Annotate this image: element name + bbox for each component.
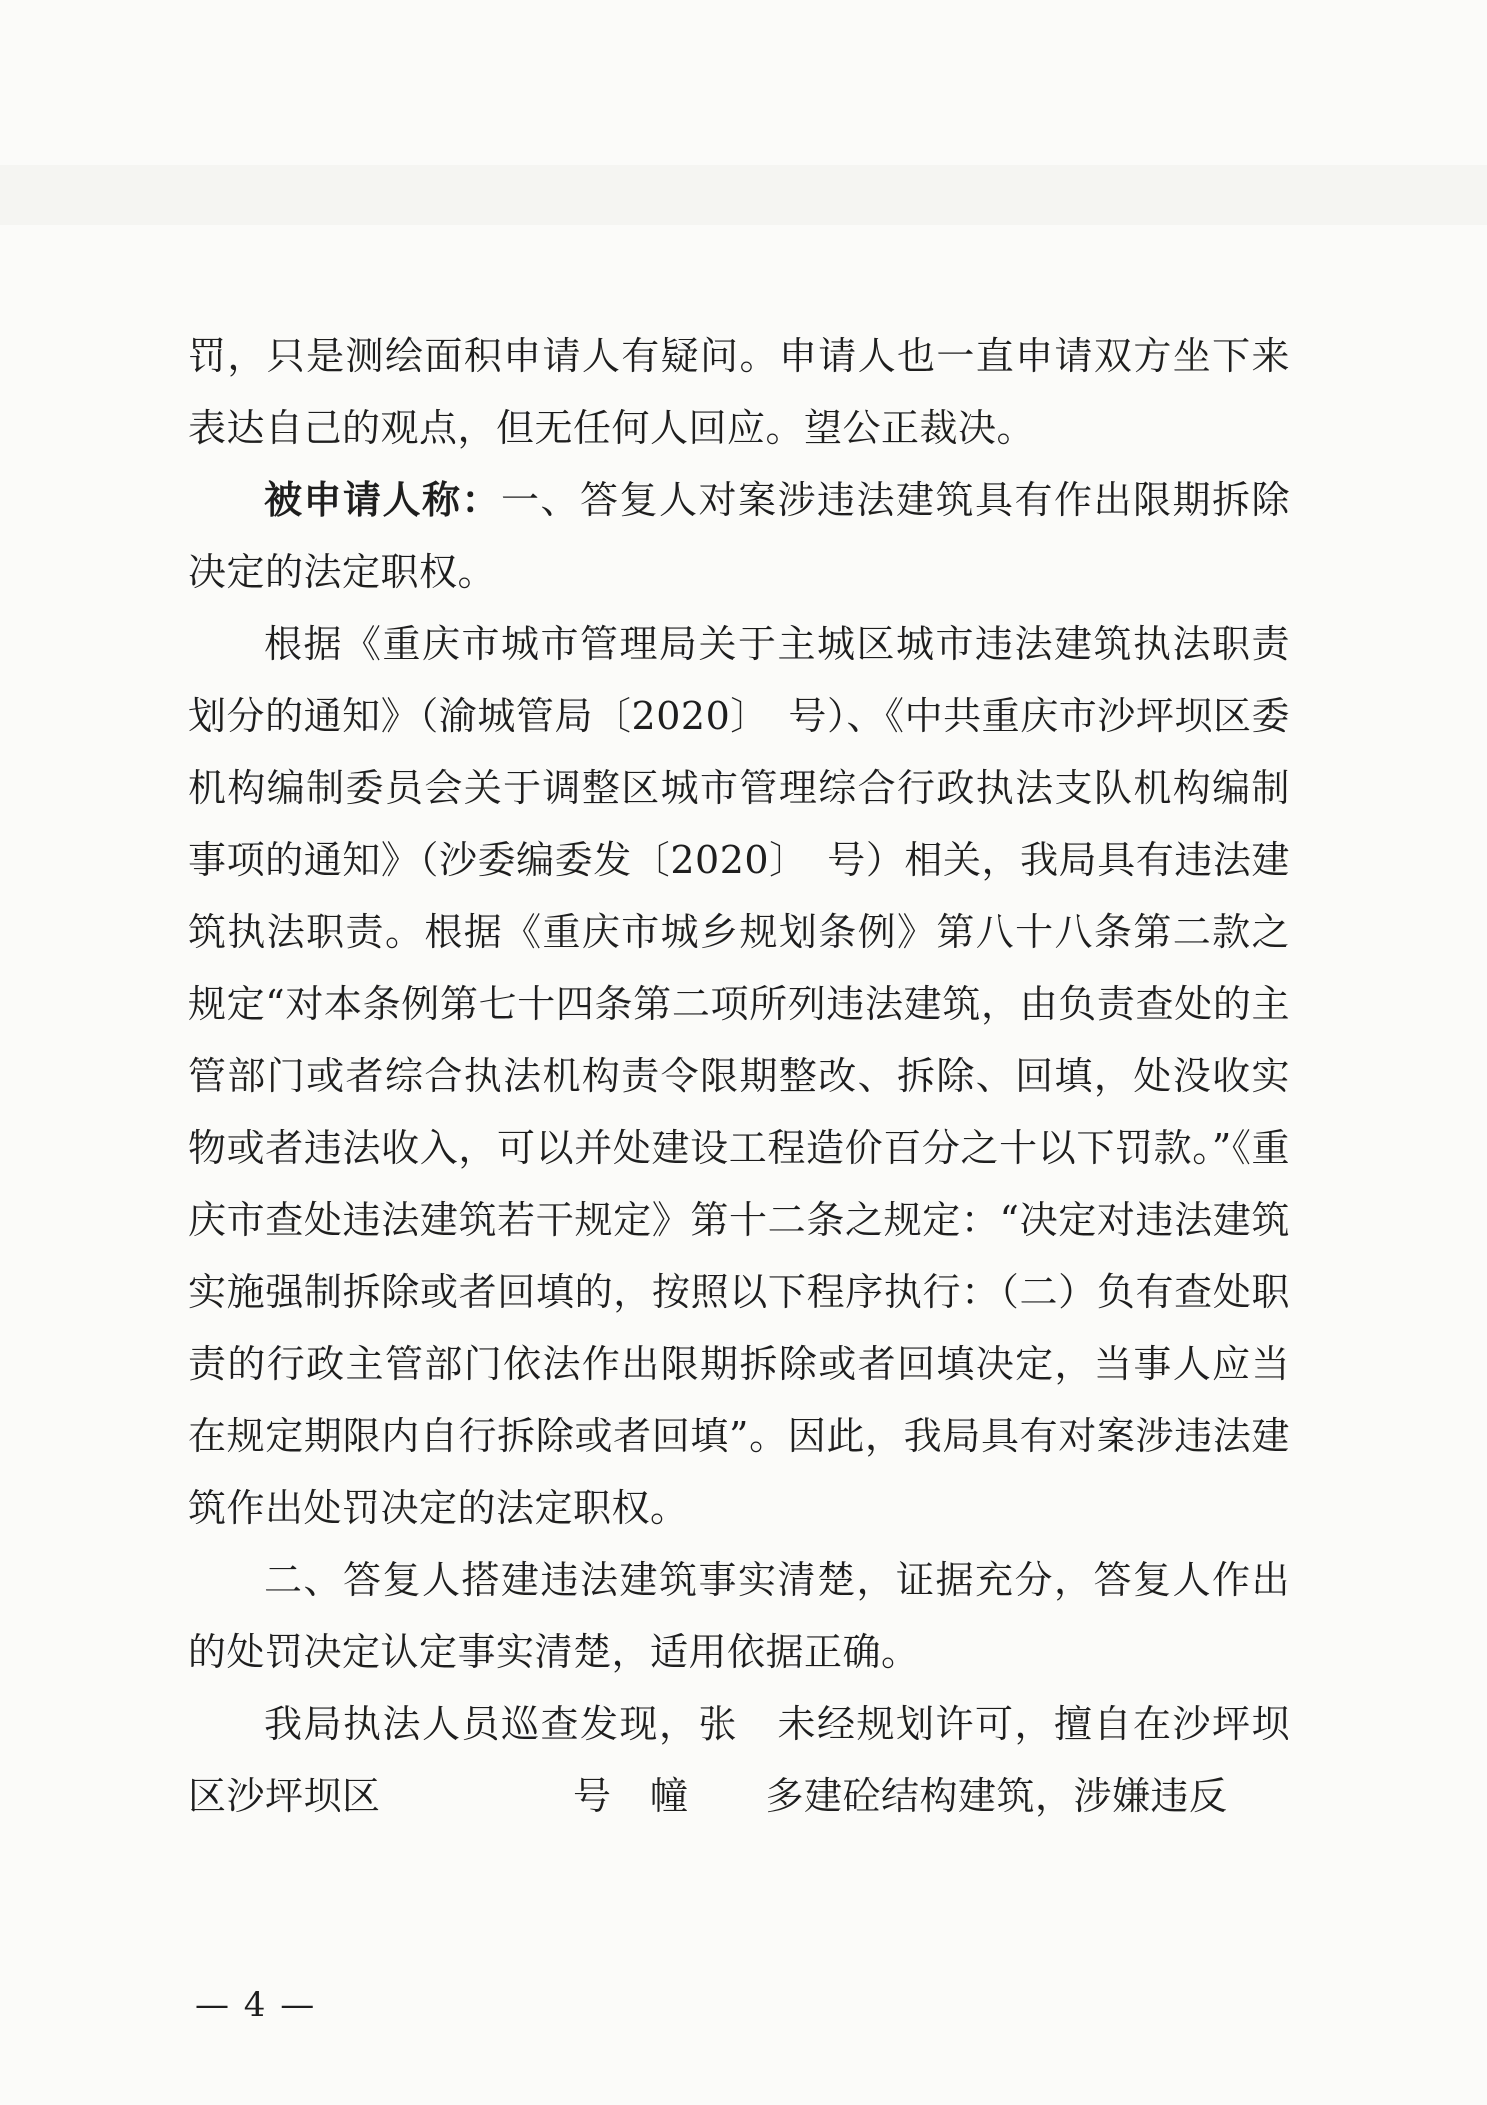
paragraph-text: 罚，只是测绘面积申请人有疑问。申请人也一直申请双方坐下来表达自己的观点，但无任何人回应。望公正裁决。 xyxy=(188,334,1290,450)
document-body xyxy=(188,320,1290,1832)
paragraph-text: 一、答复人对案涉违法建筑具有作出限期拆除决定的法定职权。 xyxy=(188,478,1290,594)
paragraph-lead: 被申请人称： xyxy=(264,478,501,522)
paragraph-inspection-finding xyxy=(188,1688,1290,1832)
paragraph-legal-basis xyxy=(188,608,1290,1544)
paragraph-text: 根据《重庆市城市管理局关于主城区城市违法建筑执法职责划分的通知》（渝城管局〔2020〕 号）、《中共重庆市沙坪坝区委机构编制委员会关于调整区城市管理综合行政执法支队机构编制事项的通知》（沙委编委发〔2020〕 号）相关，我局具有违法建筑执法职责。根据《重庆市城乡规划条例》第八十八条第二款之规定“对本条例第七十四条第二项所列违法建筑，由负责查处的主管部门或者综合执法机构责令限期整改、拆除、回填，处没收实物或者违法收入，可以并处建设工程造价百分之十以下罚款。”《重庆市查处违法建筑若干规定》第十二条之规定：“决定对违法建筑实施强制拆除或者回填的，按照以下程序执行：（二）负有查处职责的行政主管部门依法作出限期拆除或者回填决定，当事人应当在规定期限内自行拆除或者回填”。因此，我局具有对案涉违法建筑作出处罚决定的法定职权。 xyxy=(188,622,1290,1530)
paragraph-text: 我局执法人员巡查发现，张 未经规划许可，擅自在沙坪坝区沙坪坝区 号 幢 多建砼结构建筑，涉嫌违反 xyxy=(188,1702,1290,1818)
paragraph-second-point xyxy=(188,1544,1290,1688)
paragraph-respondent-statement xyxy=(188,464,1290,608)
page-number: — 4 — xyxy=(195,1985,317,2025)
scan-shadow-band xyxy=(0,165,1487,225)
paragraph-continuation xyxy=(188,320,1290,464)
paragraph-text: 二、答复人搭建违法建筑事实清楚，证据充分，答复人作出的处罚决定认定事实清楚，适用依据正确。 xyxy=(188,1558,1290,1674)
